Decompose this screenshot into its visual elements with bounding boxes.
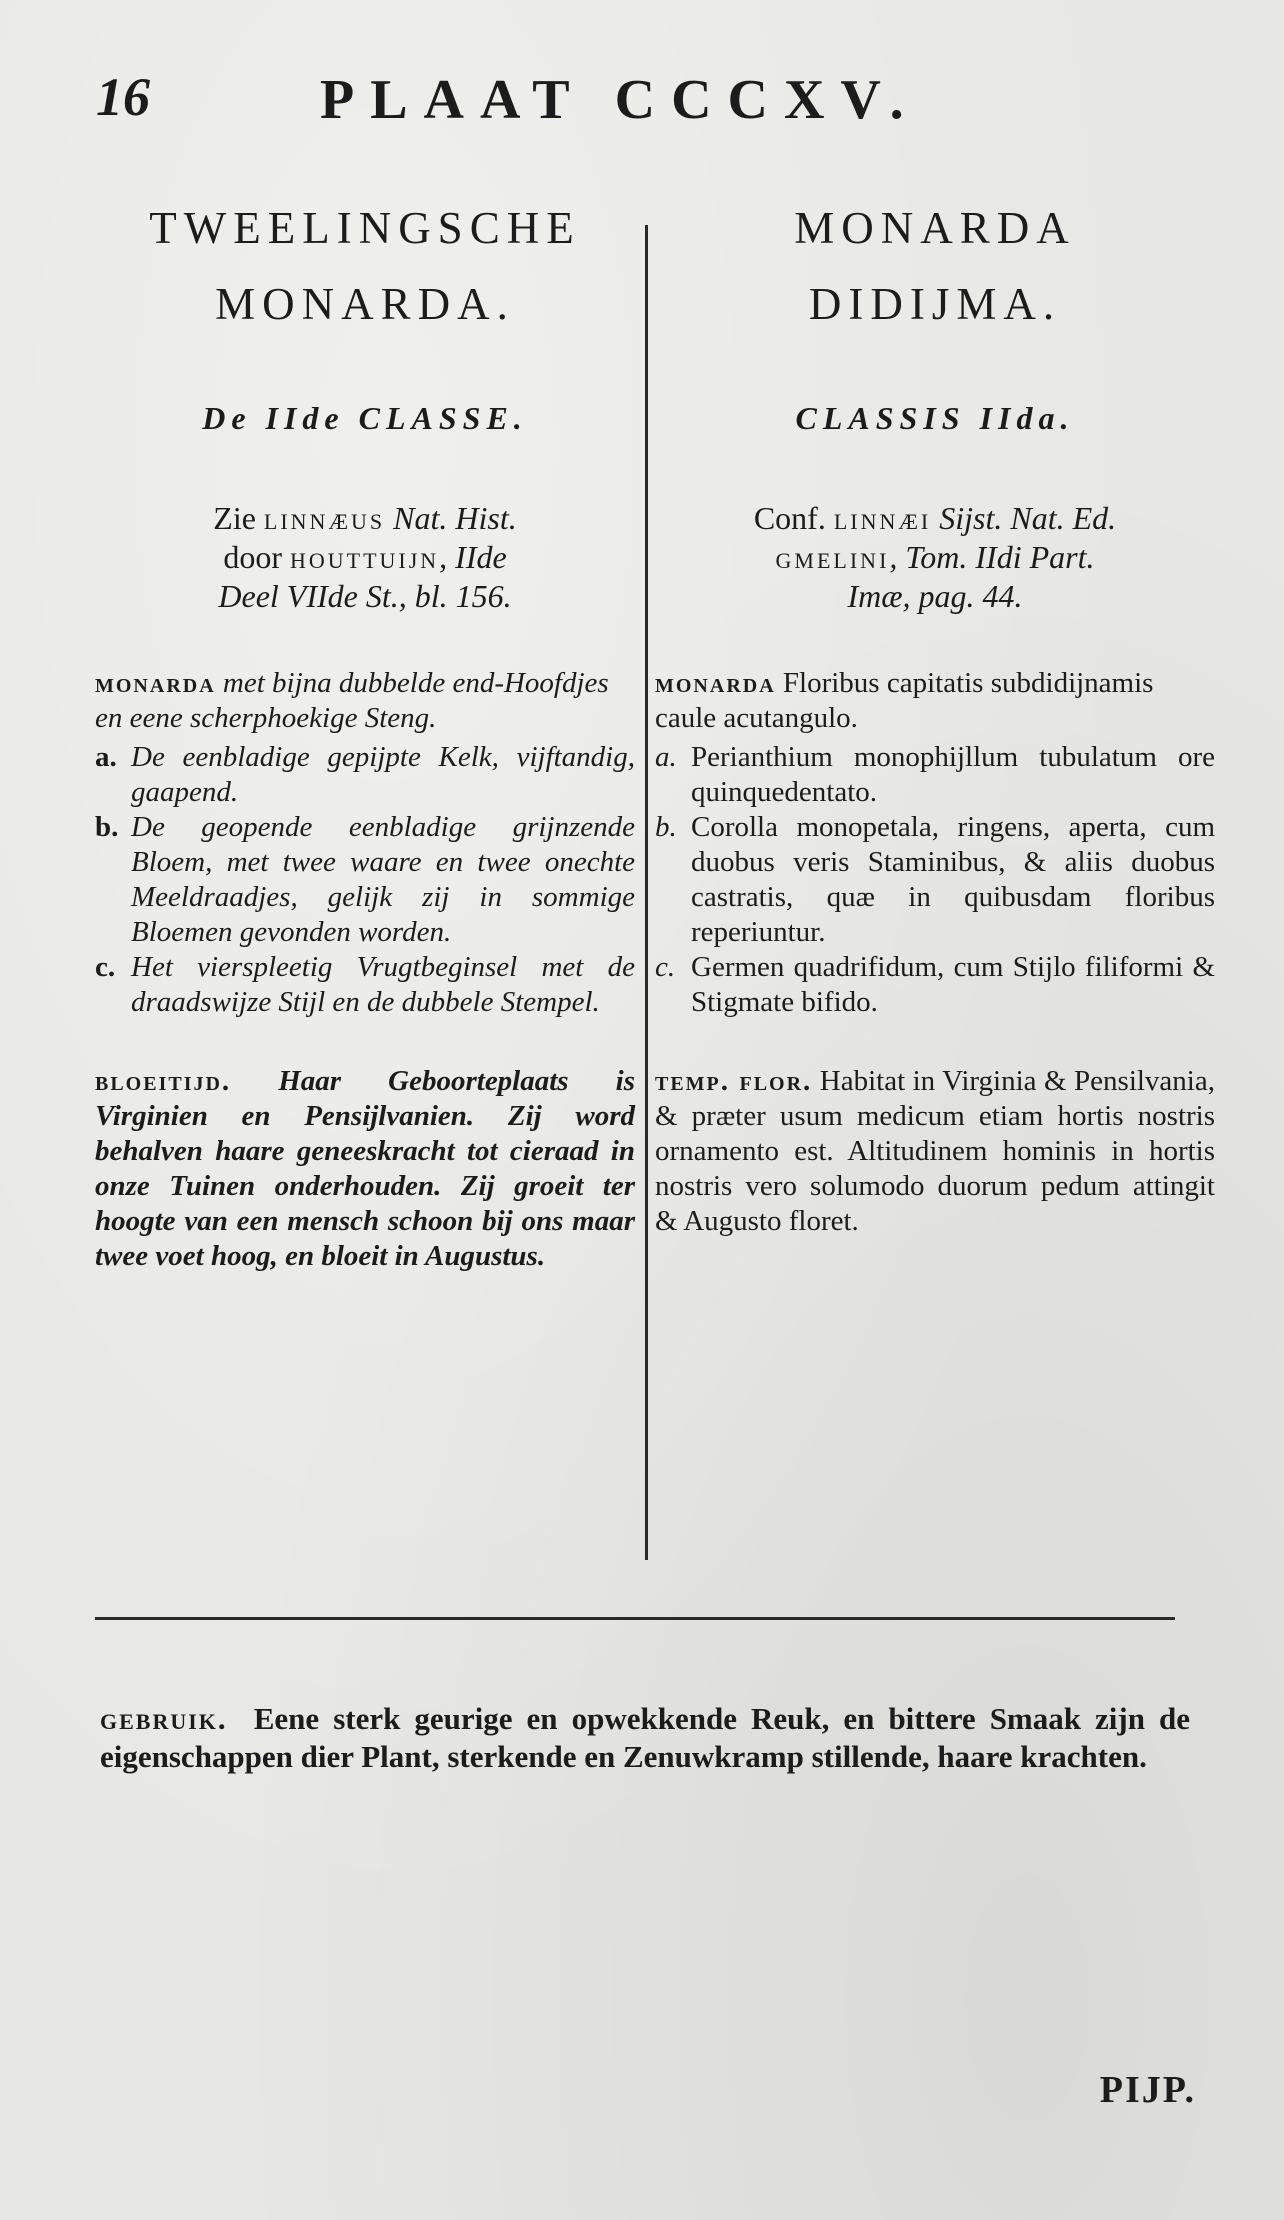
- right-item-b: [655, 810, 1215, 950]
- plate-title: PLAAT CCCXV.: [320, 69, 920, 131]
- right-reference: [655, 499, 1215, 616]
- usage-lead: gebruik.: [100, 1701, 228, 1736]
- right-item-a: [655, 740, 1215, 810]
- right-ref-editor: gmelini: [775, 539, 890, 575]
- left-ref-l1b: Nat. Hist.: [385, 500, 517, 536]
- left-item-b: [95, 810, 635, 950]
- left-column-dutch: [95, 190, 635, 1274]
- right-description: [655, 666, 1215, 1020]
- right-flowering: [655, 1064, 1215, 1239]
- left-item-c: [95, 950, 635, 1020]
- right-description-intro: [655, 666, 1215, 736]
- left-ref-l1a: Zie: [213, 500, 264, 536]
- left-ref-l2a: door: [223, 539, 290, 575]
- usage-text: Eene sterk geurige en opwekkende Reuk, en bittere Smaak zijn de eigenschappen dier Plant, sterkende en Zenuwkramp stillende, haare krachten.: [100, 1701, 1191, 1774]
- left-item-a: [95, 740, 635, 810]
- left-ref-l2b: , IIde: [439, 539, 507, 575]
- left-ref-author: linnæus: [263, 500, 386, 536]
- right-class-label: CLASSIS IIda.: [795, 400, 1075, 436]
- right-column-latin: [655, 190, 1215, 1239]
- right-item-text: Perianthium monophijllum tubulatum ore quinquedentato.: [691, 741, 1215, 808]
- right-flowering-text: Habitat in Virginia & Pensilvania, & præter usum medicum etiam hortis nostris ornamento est. Altitudinem hominis in hortis nostris vero solumodo duorum pedum attingit & Augusto floret.: [655, 1065, 1215, 1237]
- right-ref-author: linnæi: [833, 500, 932, 536]
- left-item-mark: b.: [95, 811, 119, 843]
- right-item-text: Germen quadrifidum, cum Stijlo filiformi & Stigmate bifido.: [691, 951, 1215, 1018]
- right-ref-l1a: Conf.: [753, 500, 834, 536]
- usage-paragraph: [100, 1700, 1190, 1776]
- column-divider: [645, 225, 648, 1560]
- section-rule: [95, 1617, 1175, 1620]
- left-name-line2: MONARDA.: [215, 279, 515, 329]
- left-flowering: [95, 1064, 635, 1274]
- right-flowering-lead: temp. flor.: [655, 1065, 813, 1097]
- left-ref-translator: houttuijn: [289, 539, 440, 575]
- left-description-lead-text: met bijna dubbelde end-Hoofdjes en eene scherphoekige Steng.: [95, 667, 609, 734]
- left-description-lead: monarda: [95, 667, 216, 699]
- right-item-mark: b.: [655, 811, 677, 843]
- left-item-mark: a.: [95, 741, 117, 773]
- right-item-c: [655, 950, 1215, 1020]
- right-ref-l3: Imæ, pag. 44.: [847, 578, 1023, 614]
- left-item-text: Het vierspleetig Vrugtbeginsel met de draadswijze Stijl en de dubbele Stempel.: [131, 951, 635, 1018]
- page-number: 16: [96, 67, 150, 127]
- left-description-intro: [95, 666, 635, 736]
- left-flowering-text: Haar Geboorteplaats is Virginien en Pensijlvanien. Zij word behalven haare geneeskracht tot cieraad in onze Tuinen onderhouden. Zij groeit ter hoogte van een mensch schoon bij ons maar twee voet hoog, en bloeit in Augustus.: [95, 1065, 635, 1272]
- left-flowering-lead: bloeitijd.: [95, 1065, 232, 1097]
- left-ref-l3: Deel VIIde St., bl. 156.: [218, 578, 512, 614]
- right-description-lead: monarda: [655, 667, 776, 699]
- right-ref-l2b: , Tom. IIdi Part.: [889, 539, 1095, 575]
- left-item-text: De geopende eenbladige grijnzende Bloem, met twee waare en twee onechte Meeldraadjes, gelijk zij in sommige Bloemen gevonden worden.: [131, 811, 635, 948]
- catchword: PIJP.: [1099, 2069, 1196, 2111]
- right-description-lead-text: Floribus capitatis subdidijnamis caule acutangulo.: [655, 667, 1154, 734]
- right-name-line2: DIDIJMA.: [808, 279, 1062, 329]
- left-item-text: De eenbladige gepijpte Kelk, vijftandig, gaapend.: [131, 741, 635, 808]
- left-species-name: [95, 190, 635, 342]
- left-name-line1: TWEELINGSCHE: [149, 203, 581, 253]
- right-item-mark: a.: [655, 741, 677, 773]
- left-item-mark: c.: [95, 951, 116, 983]
- right-name-line1: MONARDA: [794, 203, 1076, 253]
- left-class-label: De IIde CLASSE.: [202, 400, 528, 436]
- left-description: [95, 666, 635, 1020]
- right-ref-l1b: Sijst. Nat. Ed.: [931, 500, 1117, 536]
- page-header: [90, 66, 1220, 136]
- right-item-text: Corolla monopetala, ringens, aperta, cum duobus veris Staminibus, & aliis duobus castratis, quæ in quibusdam floribus reperiuntur.: [691, 811, 1215, 948]
- right-item-mark: c.: [655, 951, 676, 983]
- left-reference: [95, 499, 635, 616]
- right-species-name: [655, 190, 1215, 342]
